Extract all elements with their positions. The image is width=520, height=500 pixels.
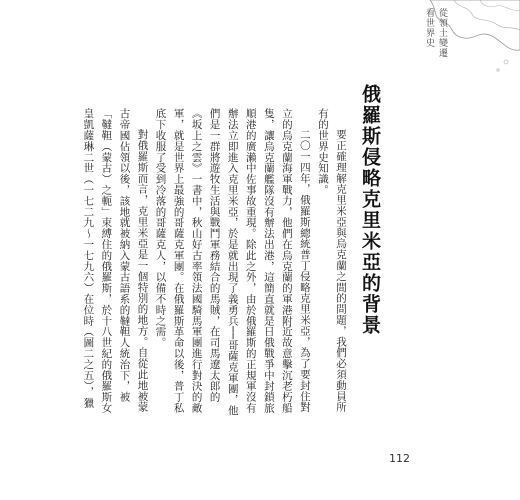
section-title: 俄羅斯侵略克里米亞的背景 xyxy=(359,84,381,336)
running-header xyxy=(424,8,446,58)
body-text xyxy=(82,108,350,423)
paragraph: 二〇一四年，俄羅斯總統普丁侵略克里米亞，為了要封住對立的烏克蘭海軍戰力，他們在烏克蘭的軍港附近故意擊沉老朽船隻，讓烏克蘭艦隊沒有辦法出港，這簡直就是日俄戰爭中封鎖旅順港的廣瀨中佐事故重現。除此之外，由於俄羅斯的正規軍沒有辦法立即進入克里米亞，於是就出現了義勇兵──哥薩克軍團，他們是一群將遊牧生活與戰鬥軍務結合的馬賊，在司馬遼太郎的《坂上之雲》一書中，秋山好古率領法國騎馬軍團進行對決的敵軍，就是世界上最強的哥薩克軍團。在俄羅斯革命以後，普丁私底下收服了受到冷落的哥薩克人，以備不時之需。 xyxy=(154,108,311,416)
series-title-line2: 看世界史 xyxy=(424,8,434,48)
paragraph: 對俄羅斯而言，克里米亞是一個特別的地方。自從此地被蒙古帝國佔領以後，該地就被納入蒙古語系的韃靼人統治下，被「韃靼（蒙古）之軛」束縛住的俄羅斯，於十八世紀的俄羅斯女皇凱薩琳二世（一七二九〜一七九六）在位時（圖二之五），獵 xyxy=(82,108,149,414)
series-title-line1: 從領土變遷 xyxy=(437,8,447,58)
page-number: 112 xyxy=(389,452,410,465)
paragraph: 要正確理解克里米亞與烏克蘭之間的問題，我們必須動員所有的世界史知識。 xyxy=(316,108,347,413)
